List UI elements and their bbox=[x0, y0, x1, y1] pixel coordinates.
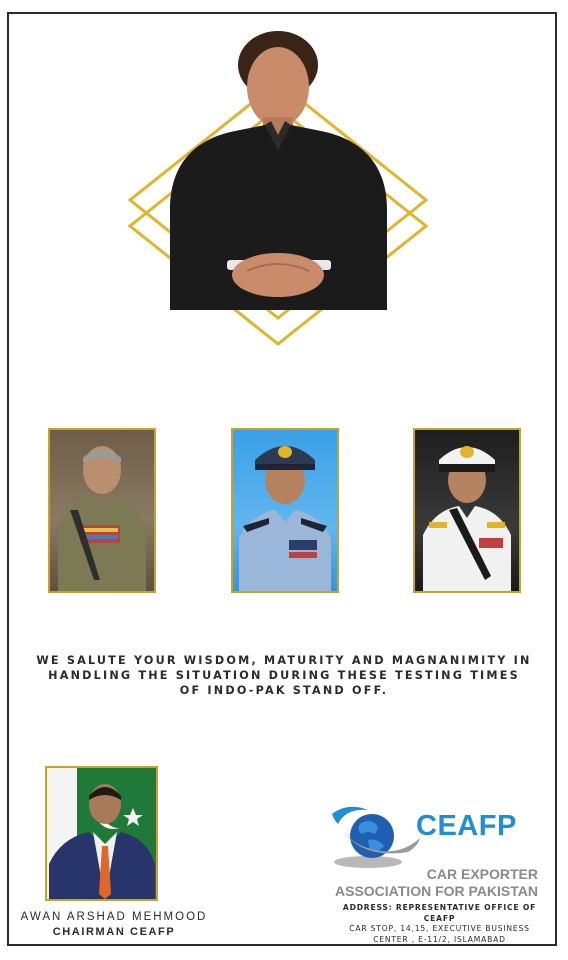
army-chief-photo bbox=[50, 430, 154, 591]
salute-message-line-3: OF INDO-PAK STAND OFF. bbox=[179, 684, 389, 697]
chairman-photo bbox=[45, 766, 158, 901]
naval-chief-photo bbox=[415, 430, 519, 591]
air-chief-portrait bbox=[231, 428, 339, 593]
salute-message bbox=[30, 653, 538, 698]
globe-swoosh-logo-icon bbox=[328, 800, 422, 872]
air-chief-photo bbox=[233, 430, 337, 591]
army-chief-portrait bbox=[48, 428, 156, 593]
prime-minister-photo bbox=[165, 25, 395, 310]
address-block bbox=[327, 903, 552, 945]
organization-name-line-1: CAR EXPORTER bbox=[426, 866, 538, 882]
organization-name-line-2: ASSOCIATION FOR PAKISTAN bbox=[335, 883, 538, 899]
address-line-1: CAR STOP, 14,15, EXECUTIVE BUSINESS bbox=[349, 924, 530, 933]
address-line-2: CENTER , E-11/2, ISLAMABAD bbox=[373, 934, 506, 944]
chairman-title: CHAIRMAN CEAFP bbox=[52, 926, 176, 938]
chairman-name: AWAN ARSHAD MEHMOOD bbox=[20, 911, 208, 923]
chairman-photo-art bbox=[47, 768, 156, 899]
organization-short-name: CEAFP bbox=[416, 810, 517, 842]
address-label: ADDRESS: REPRESENTATIVE OFFICE OF CEAFP bbox=[342, 903, 537, 923]
naval-chief-portrait bbox=[413, 428, 521, 593]
salute-message-line-2: HANDLING THE SITUATION DURING THESE TESTING TIMES bbox=[48, 669, 520, 682]
salute-message-line-1: WE SALUTE YOUR WISDOM, MATURITY AND MAGNANIMITY IN bbox=[36, 654, 532, 667]
